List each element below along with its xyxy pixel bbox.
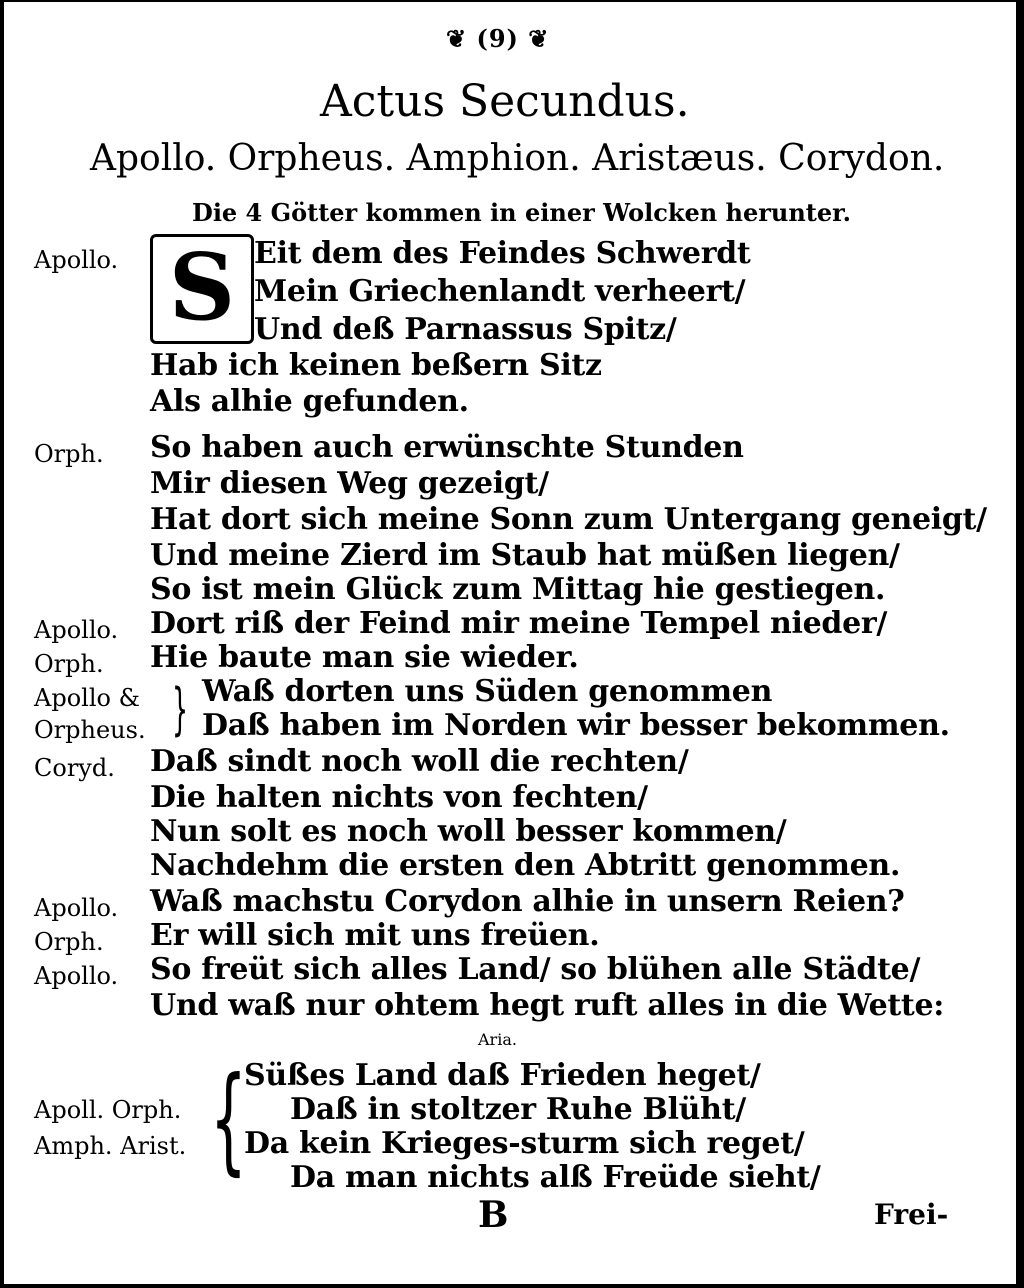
verse-line: Daß sindt noch woll die rechten/ [150,744,689,779]
speaker-label: Coryd. [34,754,115,782]
speaker-label: Apollo. [34,616,119,644]
verse-line: Als alhie gefunden. [150,384,469,419]
verse-line: Da kein Krieges-sturm sich reget/ [244,1126,805,1161]
verse-line: Und meine Zierd im Staub hat müßen liegen/ [150,538,900,573]
brace: { [210,1052,247,1187]
verse-line: Nachdehm die ersten den Abtritt genommen. [150,848,901,883]
verse-line: Hie baute man sie wieder. [150,640,579,675]
speaker-label: Apoll. Orph. [34,1096,182,1124]
catchword: Frei- [874,1198,949,1231]
verse-line: Hat dort sich meine Sonn zum Untergang geneigt/ [150,502,987,537]
verse-line: Daß haben im Norden wir besser bekommen. [202,708,950,743]
verse-line: Und deß Parnassus Spitz/ [254,312,677,347]
verse-line: So ist mein Glück zum Mittag hie gestiegen. [150,572,886,607]
speaker-label: Apollo & [34,684,140,712]
page-number-text: (9) [476,24,519,53]
verse-line: Süßes Land daß Frieden heget/ [244,1058,761,1093]
verse-line: Eit dem des Feindes Schwerdt [254,236,751,271]
verse-line: Nun solt es noch woll besser kommen/ [150,814,787,849]
drop-cap: S [150,234,254,344]
speaker-label: Apollo. [34,962,119,990]
speaker-label: Amph. Arist. [34,1132,187,1160]
verse-line: Hab ich keinen beßern Sitz [150,348,602,383]
verse-line: Dort riß der Feind mir meine Tempel nieder/ [150,606,888,641]
signature-mark: B [478,1194,509,1236]
stage-direction: Die 4 Götter kommen in einer Wolcken herunter. [192,198,851,227]
verse-line: Da man nichts alß Freüde sieht/ [290,1160,821,1195]
brace: } [172,677,189,742]
speaker-label: Orph. [34,440,104,468]
verse-line: Waß machstu Corydon alhie in unsern Reien? [150,884,905,919]
speaker-label: Apollo. [34,894,119,922]
aria-label: Aria. [478,1030,517,1049]
verse-line: Er will sich mit uns freüen. [150,918,600,953]
verse-line: Waß dorten uns Süden genommen [202,674,773,709]
cast-list: Apollo. Orpheus. Amphion. Aristæus. Corydon. [90,138,945,179]
verse-line: Daß in stoltzer Ruhe Blüht/ [290,1092,746,1127]
page [4,2,1016,1284]
act-title: Actus Secundus. [320,76,690,127]
verse-line: Die halten nichts von fechten/ [150,780,648,815]
verse-line: Mein Griechenlandt verheert/ [254,274,746,309]
verse-line: Mir diesen Weg gezeigt/ [150,466,549,501]
speaker-label: Apollo. [34,246,119,274]
verse-line: Und waß nur ohtem hegt ruft alles in die Wette: [150,988,945,1023]
speaker-label: Orpheus. [34,716,146,744]
verse-line: So haben auch erwünschte Stunden [150,430,744,465]
speaker-label: Orph. [34,928,104,956]
verse-line: So freüt sich alles Land/ so blühen alle Städte/ [150,952,921,987]
speaker-label: Orph. [34,650,104,678]
page-number: ❦ (9) ❦ [446,24,550,53]
